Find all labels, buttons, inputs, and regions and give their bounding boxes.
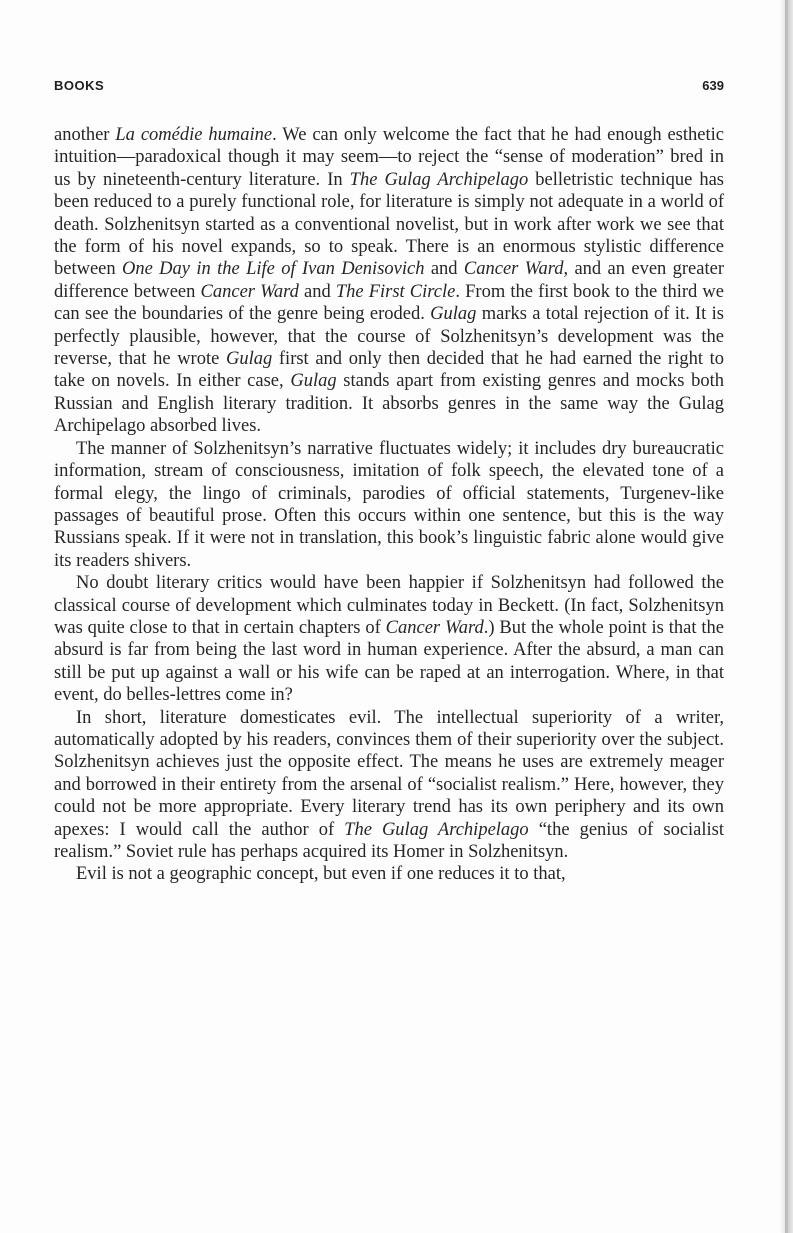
book-title-italic: Cancer Ward [463, 259, 564, 280]
section-title: BOOKS [54, 78, 105, 93]
book-title-italic: Cancer Ward [200, 281, 299, 302]
text-run: and [424, 259, 464, 280]
running-head [54, 78, 724, 98]
book-title-italic: Gulag [290, 371, 337, 392]
book-title-italic: The Gulag Archipelago [344, 819, 529, 840]
text-run: and [298, 281, 336, 302]
paragraph-5 [54, 863, 724, 885]
page-number: 639 [702, 78, 724, 93]
text-run: In short, literature domesticates evil. The intellectual superiority of a writer, automatically adopted by his readers, convinces them of their superiority over the subject. Solzhenitsyn achieves just the opposite effect. The means he uses are extremely meager and borrowed in their entirety from the arsenal of “socialist realism.” Here, however, they could not be more appropriate. Every literary trend has its own periphery and its own apexes: I would call the author of [54, 707, 724, 840]
book-title-italic: The Gulag Archipelago [349, 169, 529, 190]
book-title-italic: One Day in the Life of Ivan Denisovich [122, 259, 425, 280]
text-run: first and only then decided that he had earned the right to take on novels. In either case, [54, 349, 725, 392]
text-run: The manner of Solzhenitsyn’s narrative fluctuates widely; it includes dry bureaucratic information, stream of consciousness, imitation of folk speech, the elevated tone of a formal elegy, the lingo of criminals, parodies of official statements, Turgenev-like passages of beautiful prose. Often this occurs within one sentence, but this is the way Russians speak. If it were not in translation, this book’s linguistic fabric alone would give its readers shivers. [54, 438, 724, 571]
page-edge-shadow [779, 0, 793, 1233]
book-title-italic: Gulag [430, 304, 477, 325]
text-run: .) But the whole point is that the absurd is far from being the last word in human experience. After the absurd, a man can still be put up against a wall or his wife can be raped at an interrogation. Where, in that event, do belles-lettres come in? [54, 617, 724, 706]
paragraph-4 [54, 707, 724, 864]
text-run: “the genius of socialist realism.” Soviet rule has perhaps acquired its Homer in Solzhenitsyn. [54, 819, 724, 862]
book-title-italic: The First Circle [335, 281, 456, 302]
book-title-italic: Gulag [225, 349, 273, 370]
paragraph-2 [54, 438, 724, 572]
paragraph-1 [54, 124, 724, 438]
text-run: . We can only welcome the fact that he had enough esthetic intuition—paradoxical though it may seem—to reject the “sense of moderation” bred in us by nineteenth-century literature. In [54, 125, 724, 190]
text-run: . From the first book to the third we can see the boundaries of the genre being eroded. [54, 281, 725, 325]
text-run: stands apart from existing genres and mocks both Russian and English literary tradition. It absorbs genres in the same way the Gulag Archipelago absorbed lives. [54, 371, 724, 437]
text-run: No doubt literary critics would have been happier if Solzhenitsyn had followed the classical course of development which culminates today in Beckett. (In fact, Solzhenitsyn was quite close to that in certain chapters of [54, 573, 724, 638]
text-run: another [54, 125, 116, 145]
text-run: marks a total rejection of it. It is perfectly plausible, however, that the course of Solzhenitsyn’s development was the reverse, that he wrote [54, 304, 724, 370]
text-run: Evil is not a geographic concept, but even if one reduces it to that, [76, 864, 566, 885]
book-title-italic: Cancer Ward [385, 617, 484, 638]
text-run: belletristic technique has been reduced to a purely functional role, for literature is simply not adequate in a world of death. Solzhenitsyn started as a conventional novelist, but in work after work we see that the form of his novel expands, so to speak. There is an enormous stylistic difference between [54, 169, 724, 280]
body-text [54, 124, 724, 886]
book-title-italic: La comédie humaine [115, 125, 273, 145]
text-run: , and an even greater difference between [54, 259, 724, 302]
paragraph-3 [54, 572, 724, 706]
